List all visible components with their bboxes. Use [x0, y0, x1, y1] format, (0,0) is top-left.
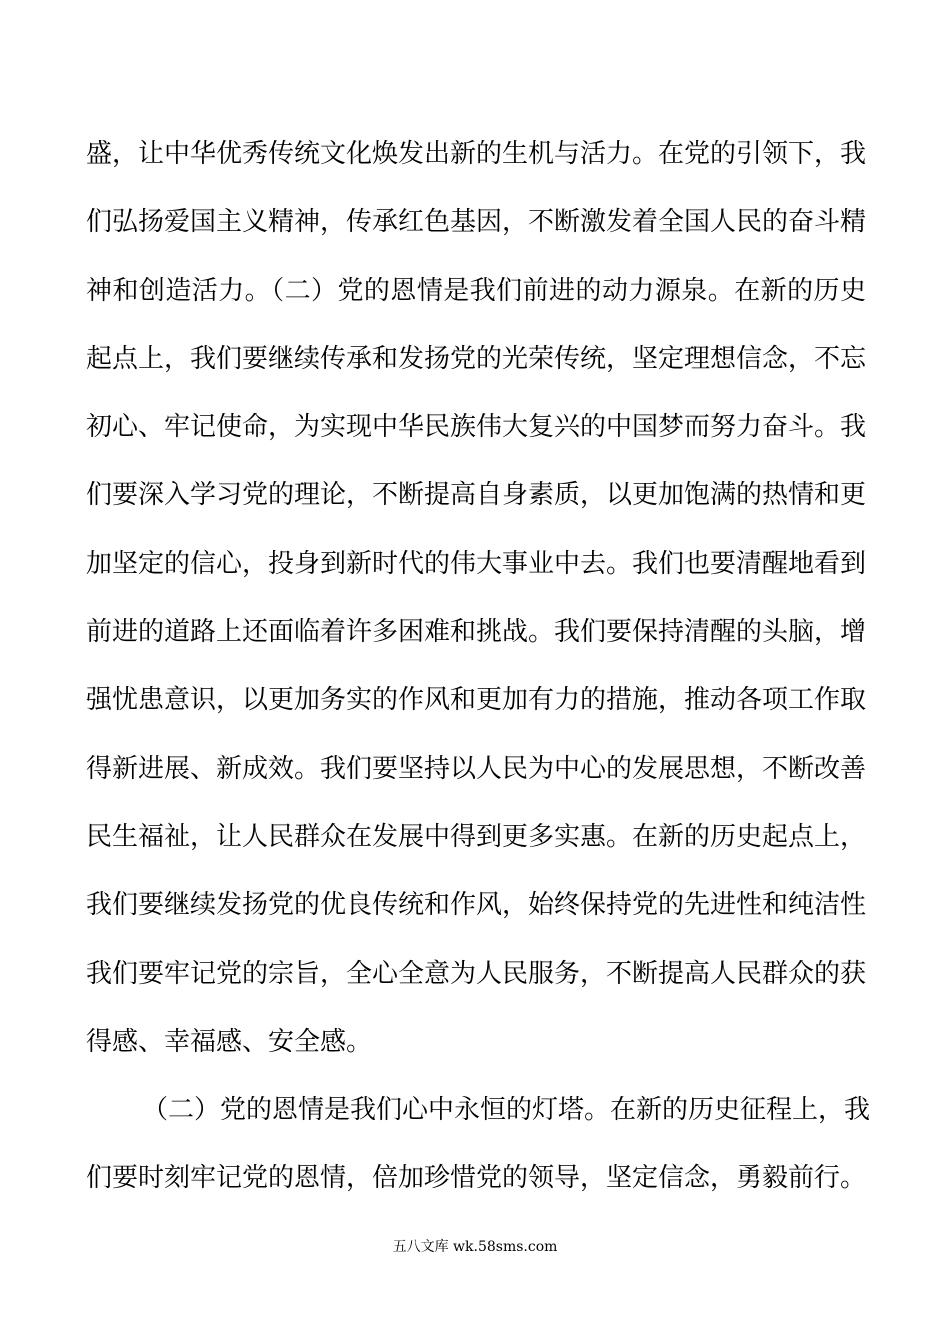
text-line: 我们要继续发扬党的优良传统和作风，始终保持党的先进性和纯洁性	[86, 890, 867, 921]
text-line: 初心、牢记使命，为实现中华民族伟大复兴的中国梦而努力奋斗。我	[86, 412, 867, 443]
text-line: 们弘扬爱国主义精神，传承红色基因，不断激发着全国人民的奋斗精	[86, 207, 867, 238]
text-line: 民生福祉，让人民群众在发展中得到更多实惠。在新的历史起点上，	[86, 821, 867, 852]
text-line: 起点上，我们要继续传承和发扬党的光荣传统，坚定理想信念，不忘	[86, 343, 867, 374]
text-line: 强忧患意识，以更加务实的作风和更加有力的措施，推动各项工作取	[86, 685, 867, 716]
text-line: 们要时刻牢记党的恩情，倍加珍惜党的领导，坚定信念，勇毅前行。	[86, 1163, 867, 1194]
page-footer: 五八文库 wk.58sms.com	[392, 1239, 558, 1255]
paragraph-start-line: （二）党的恩情是我们心中永恒的灯塔。在新的历史征程上，我	[142, 1095, 871, 1126]
text-line: 前进的道路上还面临着许多困难和挑战。我们要保持清醒的头脑，增	[86, 617, 867, 648]
text-line: 我们要牢记党的宗旨，全心全意为人民服务，不断提高人民群众的获	[86, 958, 867, 989]
text-line: 得新进展、新成效。我们要坚持以人民为中心的发展思想，不断改善	[86, 753, 867, 784]
text-line: 加坚定的信心，投身到新时代的伟大事业中去。我们也要清醒地看到	[86, 548, 867, 579]
text-line: 神和创造活力。（二）党的恩情是我们前进的动力源泉。在新的历史	[86, 275, 866, 306]
text-line: 得感、幸福感、安全感。	[86, 1026, 373, 1057]
text-line: 们要深入学习党的理论，不断提高自身素质，以更加饱满的热情和更	[86, 480, 867, 511]
text-line: 盛，让中华优秀传统文化焕发出新的生机与活力。在党的引领下，我	[86, 139, 867, 169]
document-body	[86, 120, 871, 1213]
